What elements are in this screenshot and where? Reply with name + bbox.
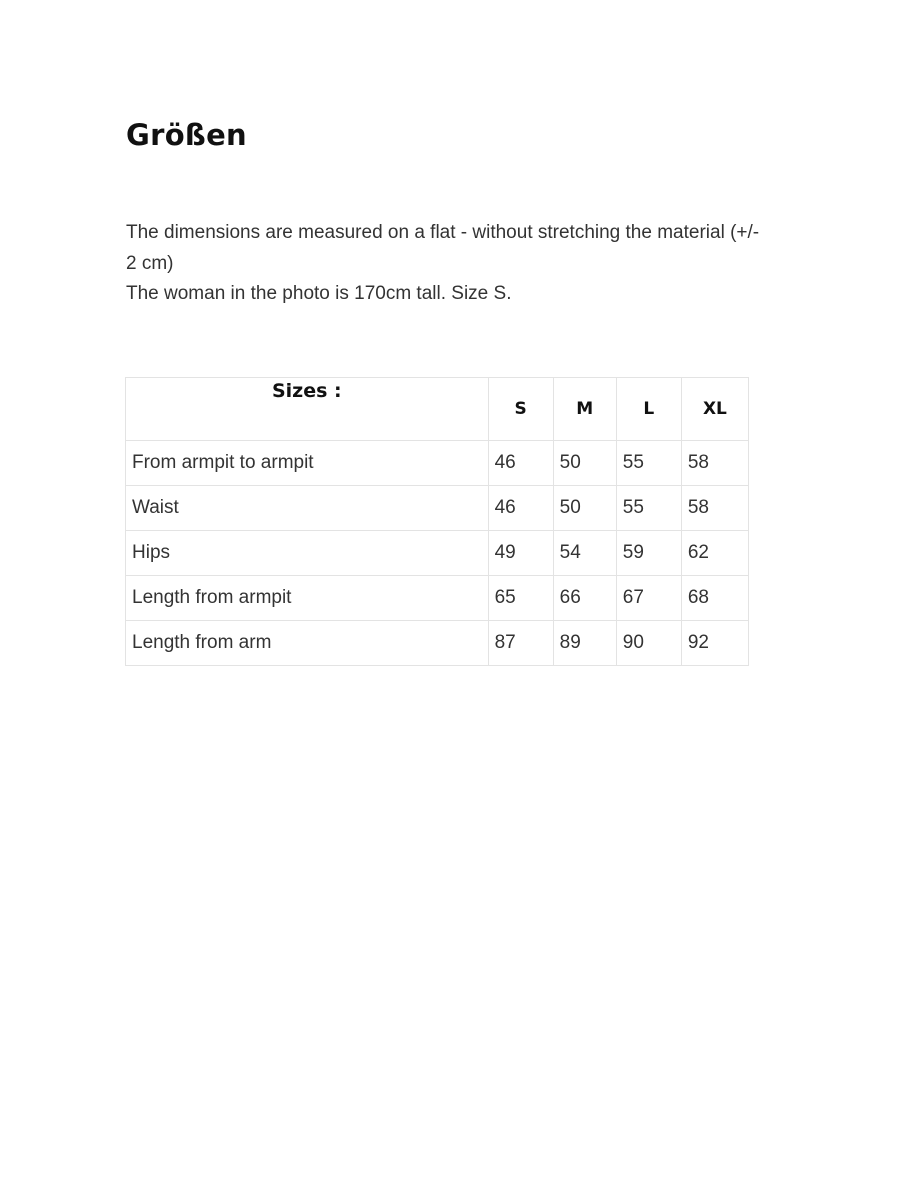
cell-value: 68 xyxy=(681,576,748,621)
cell-value: 89 xyxy=(553,621,616,666)
cell-value: 55 xyxy=(616,441,681,486)
row-label: Hips xyxy=(126,531,489,576)
cell-value: 50 xyxy=(553,441,616,486)
cell-value: 46 xyxy=(488,486,553,531)
cell-value: 54 xyxy=(553,531,616,576)
cell-value: 49 xyxy=(488,531,553,576)
size-table-body xyxy=(126,441,749,666)
sizes-header-label: Sizes : xyxy=(126,378,489,441)
measurement-note: The dimensions are measured on a flat - without stretching the material (+/- 2 cm) xyxy=(126,222,760,274)
page-title: Größen xyxy=(126,118,248,152)
cell-value: 66 xyxy=(553,576,616,621)
size-table xyxy=(125,377,749,666)
table-row xyxy=(126,441,749,486)
size-header-m: M xyxy=(553,378,616,441)
table-row xyxy=(126,576,749,621)
size-header-xl: XL xyxy=(681,378,748,441)
cell-value: 62 xyxy=(681,531,748,576)
size-header-s: S xyxy=(488,378,553,441)
cell-value: 58 xyxy=(681,441,748,486)
cell-value: 55 xyxy=(616,486,681,531)
row-label: Waist xyxy=(126,486,489,531)
table-row xyxy=(126,531,749,576)
cell-value: 50 xyxy=(553,486,616,531)
cell-value: 46 xyxy=(488,441,553,486)
size-table-header xyxy=(126,378,749,441)
size-header-l: L xyxy=(616,378,681,441)
cell-value: 92 xyxy=(681,621,748,666)
model-height-note: The woman in the photo is 170cm tall. Size S. xyxy=(126,283,512,304)
table-row xyxy=(126,621,749,666)
cell-value: 65 xyxy=(488,576,553,621)
header-row xyxy=(126,378,749,441)
cell-value: 90 xyxy=(616,621,681,666)
intro-text xyxy=(126,218,766,310)
table-row xyxy=(126,486,749,531)
cell-value: 59 xyxy=(616,531,681,576)
row-label: From armpit to armpit xyxy=(126,441,489,486)
row-label: Length from arm xyxy=(126,621,489,666)
cell-value: 87 xyxy=(488,621,553,666)
cell-value: 58 xyxy=(681,486,748,531)
cell-value: 67 xyxy=(616,576,681,621)
row-label: Length from armpit xyxy=(126,576,489,621)
